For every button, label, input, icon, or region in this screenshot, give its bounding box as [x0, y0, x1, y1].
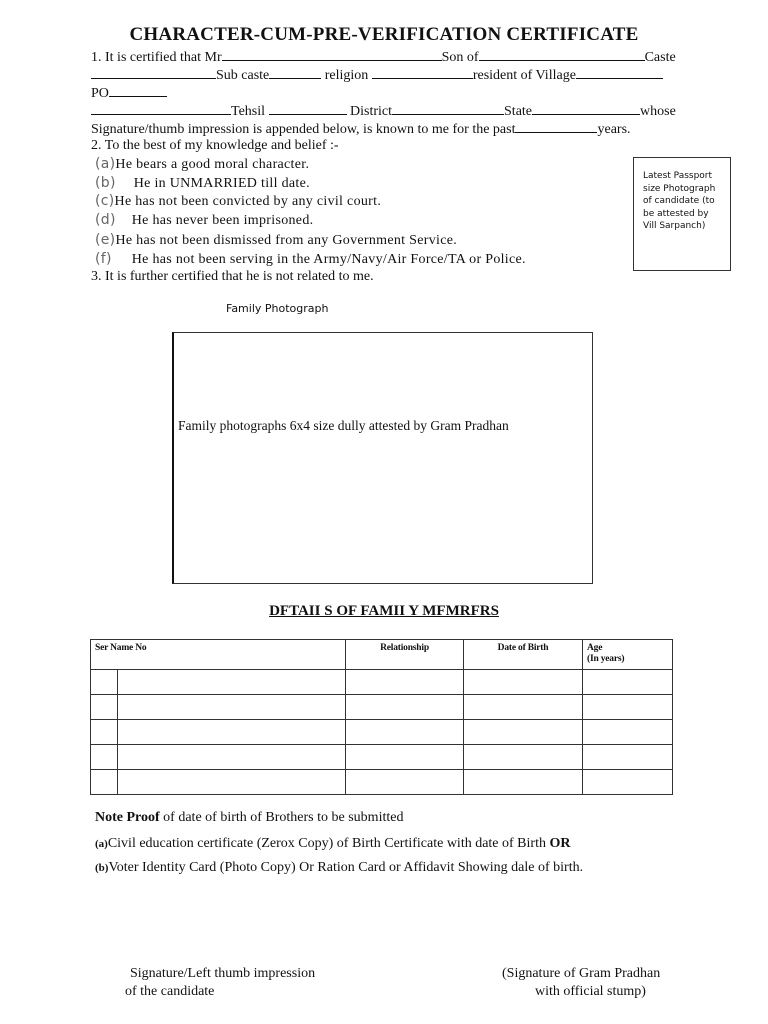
table-row [91, 670, 673, 695]
whose-label: whose [640, 104, 676, 119]
family-photo-box [172, 332, 593, 584]
item-marker: (f) [95, 251, 112, 267]
village-blank[interactable] [576, 65, 663, 79]
father-name-blank[interactable] [479, 47, 645, 61]
district-blank[interactable] [392, 101, 504, 115]
cell-dob[interactable] [464, 770, 583, 795]
cell-name[interactable] [118, 770, 346, 795]
passport-photo-box: Latest Passport size Photograph of candidate (to be attested by Vill Sarpanch) [633, 157, 731, 271]
table-row [91, 745, 673, 770]
cell-name[interactable] [118, 695, 346, 720]
cell-age[interactable] [583, 695, 673, 720]
table-row [91, 720, 673, 745]
item-marker: (c) [95, 193, 115, 209]
tehsil-blank[interactable] [269, 101, 347, 115]
item-text: He in UNMARRIED till date. [133, 176, 310, 191]
para1-line3 [91, 83, 167, 103]
table-row [91, 770, 673, 795]
cell-name[interactable] [118, 720, 346, 745]
cell-dob[interactable] [464, 670, 583, 695]
cell-age[interactable] [583, 720, 673, 745]
header-age [583, 640, 673, 670]
cell-name[interactable] [118, 745, 346, 770]
page-title: CHARACTER-CUM-PRE-VERIFICATION CERTIFICATE [129, 24, 639, 45]
list-item-a [95, 155, 309, 174]
sub-caste-blank[interactable] [269, 65, 321, 79]
item-marker: (b) [95, 175, 116, 191]
list-item-b [95, 174, 310, 193]
family-photo-instruction: Family photographs 6x4 size dully attested by Gram Pradhan [178, 418, 509, 433]
cell-relationship[interactable] [346, 670, 464, 695]
note-a-text: Civil education certificate (Zerox Copy) of Birth Certificate with date of Birth [107, 836, 550, 851]
note-a-marker: (a) [95, 838, 108, 850]
cell-ser[interactable] [91, 670, 118, 695]
cell-dob[interactable] [464, 720, 583, 745]
family-details-heading: DFTAII S OF FAMII Y MFMRFRS [269, 603, 499, 619]
table-row [91, 695, 673, 720]
item-text: He has not been dismissed from any Government Service. [115, 233, 458, 248]
family-photo-label: Family Photograph [226, 302, 329, 315]
list-item-d [95, 211, 313, 230]
para1-line5 [91, 119, 631, 139]
para1-lead: 1. It is certified that Mr [91, 50, 222, 65]
cell-dob[interactable] [464, 745, 583, 770]
years-label: years. [597, 122, 631, 137]
religion-blank[interactable] [372, 65, 473, 79]
family-members-table [90, 639, 673, 795]
cell-age[interactable] [583, 745, 673, 770]
po-blank[interactable] [109, 83, 167, 97]
para3: 3. It is further certified that he is not related to me. [91, 269, 374, 284]
note-bold: Note Proof [95, 810, 160, 825]
pradhan-signature-line2: with official stump) [535, 984, 646, 999]
known-since-label: Signature/thumb impression is appended below, is known to me for the past [91, 122, 516, 137]
village-label: resident of Village [472, 68, 576, 83]
years-blank[interactable] [515, 119, 597, 133]
po-label: PO [91, 86, 109, 101]
note-line [95, 810, 403, 826]
list-item-e [95, 231, 457, 250]
item-text: He has not been convicted by any civil court. [114, 194, 382, 209]
header-age-label: Age [587, 643, 603, 653]
caste-label: Caste [644, 50, 676, 65]
list-item-f [95, 250, 526, 269]
header-ser-name: Ser Name No [91, 640, 346, 670]
district-label: District [346, 104, 393, 119]
header-age-unit: (In years) [587, 654, 625, 664]
note-b-marker: (b) [95, 862, 109, 874]
item-text: He has not been serving in the Army/Navy/Air Force/TA or Police. [131, 252, 526, 267]
note-item-b [95, 860, 583, 876]
religion-label: religion [321, 68, 372, 83]
cell-relationship[interactable] [346, 720, 464, 745]
cell-relationship[interactable] [346, 745, 464, 770]
note-item-a [95, 836, 570, 852]
state-label: State [504, 104, 533, 119]
note-text: of date of birth of Brothers to be submitted [159, 810, 404, 825]
cell-ser[interactable] [91, 720, 118, 745]
item-text: He has never been imprisoned. [131, 213, 314, 228]
para2-heading: 2. To the best of my knowledge and belief :- [91, 138, 339, 153]
header-date-of-birth: Date of Birth [464, 640, 583, 670]
cell-name[interactable] [118, 670, 346, 695]
tehsil-label: Tehsil [231, 104, 269, 119]
cell-age[interactable] [583, 670, 673, 695]
state-blank[interactable] [532, 101, 640, 115]
cell-ser[interactable] [91, 745, 118, 770]
sub-caste-label: Sub caste [216, 68, 270, 83]
cell-ser[interactable] [91, 695, 118, 720]
candidate-signature-line2: of the candidate [125, 984, 215, 999]
caste-blank[interactable] [91, 65, 216, 79]
cell-age[interactable] [583, 770, 673, 795]
item-marker: (a) [95, 156, 116, 172]
candidate-signature-line1: Signature/Left thumb impression [130, 966, 316, 981]
cell-dob[interactable] [464, 695, 583, 720]
note-b-text: Voter Identity Card (Photo Copy) Or Ration Card or Affidavit Showing dale of birth. [108, 860, 584, 875]
son-of-label: Son of [441, 50, 479, 65]
item-marker: (e) [95, 232, 116, 248]
po-value-blank[interactable] [91, 101, 231, 115]
note-a-or: OR [549, 836, 571, 851]
candidate-name-blank[interactable] [222, 47, 442, 61]
item-text: He bears a good moral character. [115, 157, 310, 172]
para1-line1 [91, 47, 676, 67]
pradhan-signature-line1: (Signature of Gram Pradhan [502, 966, 661, 981]
cell-relationship[interactable] [346, 770, 464, 795]
list-item-c [95, 192, 381, 211]
para1-line4 [91, 101, 676, 121]
cell-relationship[interactable] [346, 695, 464, 720]
header-relationship: Relationship [346, 640, 464, 670]
table-header-row [91, 640, 673, 670]
item-marker: (d) [95, 212, 116, 228]
cell-ser[interactable] [91, 770, 118, 795]
para1-line2 [91, 65, 663, 85]
